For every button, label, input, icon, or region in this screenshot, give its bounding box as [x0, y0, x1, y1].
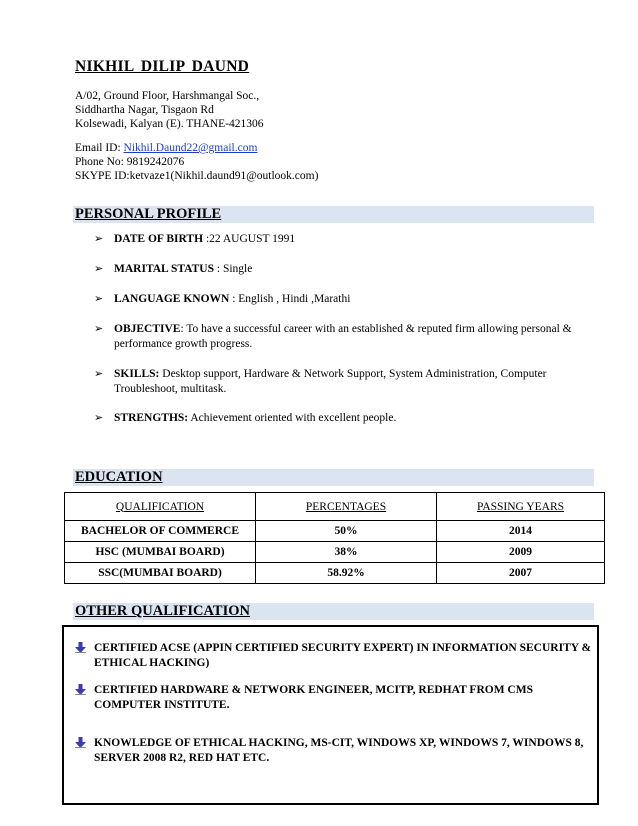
qualification-text: CERTIFIED ACSE (APPIN CERTIFIED SECURITY EXPERT) IN INFORMATION SECURITY & ETHICAL HACKING)	[94, 642, 592, 669]
table-header-row	[65, 493, 605, 521]
profile-label: STRENGTHS:	[114, 412, 189, 424]
table-row	[65, 521, 605, 542]
address-line-1: A/02, Ground Floor, Harshmangal Soc.,	[75, 90, 260, 102]
table-row	[65, 542, 605, 563]
address-line-3: Kolsewadi, Kalyan (E). THANE-421306	[75, 118, 264, 130]
cell-percentage: 50%	[256, 521, 437, 542]
profile-value: : English , Hindi ,Marathi	[229, 293, 351, 305]
arrow-bullet-icon: ➢	[94, 322, 104, 335]
cell-percentage: 58.92%	[256, 563, 437, 584]
profile-value: :22 AUGUST 1991	[203, 233, 296, 245]
candidate-name: NIKHIL DILIP DAUND	[75, 58, 250, 75]
arrow-bullet-icon: ➢	[94, 411, 104, 424]
qualification-text: CERTIFIED HARDWARE & NETWORK ENGINEER, MCITP, REDHAT FROM CMS COMPUTER INSTITUTE.	[94, 684, 533, 711]
qualification-text: KNOWLEDGE OF ETHICAL HACKING, MS-CIT, WINDOWS XP, WINDOWS 7, WINDOWS 8, SERVER 2008 R2, RED HAT ETC.	[94, 737, 584, 764]
education-table	[64, 492, 605, 584]
email-link[interactable]: Nikhil.Daund22@gmail.com	[123, 142, 258, 154]
cell-qualification: BACHELOR OF COMMERCE	[65, 521, 256, 542]
profile-label: LANGUAGE KNOWN	[114, 293, 230, 305]
profile-label: OBJECTIVE	[114, 323, 181, 335]
skype-line: SKYPE ID:ketvaze1(Nikhil.daund91@outlook.com)	[75, 170, 319, 182]
phone-line: Phone No: 9819242076	[75, 156, 185, 168]
email-label: Email ID:	[75, 142, 124, 154]
profile-value: Desktop support, Hardware & Network Support, System Administration, Computer Troubleshoot, multitask.	[114, 368, 547, 395]
arrow-down-bullet-icon	[75, 737, 86, 748]
profile-value: : Single	[214, 263, 253, 275]
arrow-bullet-icon: ➢	[94, 232, 104, 245]
column-header-percentages: PERCENTAGES	[256, 493, 437, 521]
profile-label: MARITAL STATUS	[114, 263, 215, 275]
section-title: EDUCATION	[75, 469, 163, 485]
cell-year: 2007	[437, 563, 605, 584]
profile-value: : To have a successful career with an established & reputed firm allowing personal & performance growth progress.	[114, 323, 572, 350]
section-title: OTHER QUALIFICATION	[75, 603, 250, 619]
other-qualification-header	[73, 603, 594, 620]
email-line	[75, 141, 257, 156]
education-header	[73, 469, 594, 486]
cell-year: 2009	[437, 542, 605, 563]
arrow-bullet-icon: ➢	[94, 367, 104, 380]
cell-year: 2014	[437, 521, 605, 542]
personal-profile-header	[73, 206, 594, 223]
column-header-passing-years: PASSING YEARS	[437, 493, 605, 521]
arrow-bullet-icon: ➢	[94, 262, 104, 275]
table-row	[65, 563, 605, 584]
cell-qualification: HSC (MUMBAI BOARD)	[65, 542, 256, 563]
profile-value: Achievement oriented with excellent people.	[188, 412, 397, 424]
cell-qualification: SSC(MUMBAI BOARD)	[65, 563, 256, 584]
arrow-down-bullet-icon	[75, 684, 86, 695]
cell-percentage: 38%	[256, 542, 437, 563]
profile-label: SKILLS:	[114, 368, 160, 380]
arrow-down-bullet-icon	[75, 642, 86, 653]
column-header-qualification: QUALIFICATION	[65, 493, 256, 521]
arrow-bullet-icon: ➢	[94, 292, 104, 305]
address-line-2: Siddhartha Nagar, Tisgaon Rd	[75, 104, 214, 116]
profile-label: DATE OF BIRTH	[114, 233, 204, 245]
section-title: PERSONAL PROFILE	[75, 206, 222, 222]
